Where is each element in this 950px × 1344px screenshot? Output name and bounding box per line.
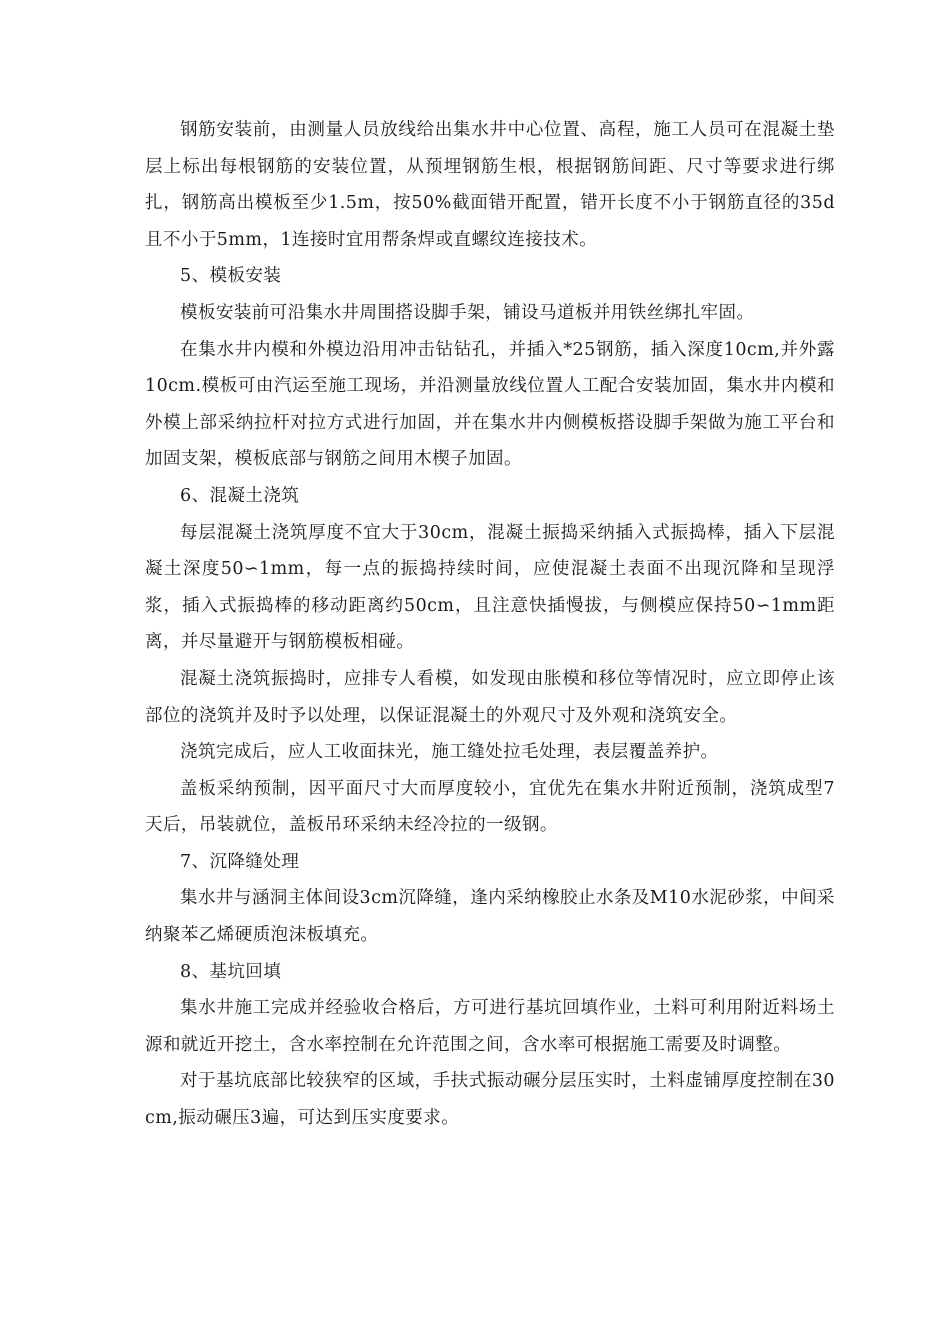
paragraph-rebar-installation: 钢筋安装前，由测量人员放线给出集水井中心位置、高程，施工人员可在混凝土垫层上标出每根钢筋的安装位置，从预埋钢筋生根，根据钢筋间距、尺寸等要求进行绑扎，钢筋高出模板至少1.5m，按50%截面错开配置，错开长度不小于钢筋直径的35d且不小于5mm，1连接时宜用帮条焊或直螺纹连接技术。 [145, 120, 835, 250]
paragraph-formwork-scaffold: 模板安装前可沿集水井周围搭设脚手架，铺设马道板并用铁丝绑扎牢固。 [180, 302, 755, 323]
document-body [145, 112, 835, 1137]
paragraph-concrete-finishing: 浇筑完成后，应人工收面抹光，施工缝处拉毛处理，表层覆盖养护。 [180, 742, 719, 763]
section-heading-formwork: 5、模板安装 [180, 266, 282, 287]
paragraph-cover-plate: 盖板采纳预制，因平面尺寸大而厚度较小，宜优先在集水井附近预制，浇筑成型7天后，吊装就位，盖板吊环采纳未经冷拉的一级钢。 [145, 778, 835, 836]
section-heading-concrete-pouring: 6、混凝土浇筑 [180, 485, 300, 506]
paragraph-concrete-layers: 每层混凝土浇筑厚度不宜大于30cm，混凝土振捣采纳插入式振捣棒，插入下层混凝土深度50∽1mm，每一点的振捣持续时间，应使混凝土表面不出现沉降和呈现浮浆，插入式振捣棒的移动距离约50cm，且注意快插慢拔，与侧模应保持50∽1mm距离，并尽量避开与钢筋模板相碰。 [145, 522, 835, 653]
section-heading-backfill: 8、基坑回填 [180, 961, 282, 982]
section-heading-settlement-joint: 7、沉降缝处理 [180, 851, 300, 872]
paragraph-backfill-compaction: 对于基坑底部比较狭窄的区域，手扶式振动碾分层压实时，土料虚铺厚度控制在30cm,振动碾压3遍，可达到压实度要求。 [145, 1071, 835, 1129]
paragraph-settlement-joint: 集水井与涵洞主体间设3cm沉降缝，逢内采纳橡胶止水条及M10水泥砂浆，中间采纳聚苯乙烯硬质泡沫板填充。 [145, 888, 835, 946]
paragraph-concrete-monitoring: 混凝土浇筑振捣时，应排专人看模，如发现由胀模和移位等情况时，应立即停止该部位的浇筑并及时予以处理，以保证混凝土的外观尺寸及外观和浇筑安全。 [145, 668, 835, 726]
paragraph-formwork-drilling: 在集水井内模和外模边沿用冲击钻钻孔，并插入*25钢筋，插入深度10cm,并外露10cm.模板可由汽运至施工现场，并沿测量放线位置人工配合安装加固，集水井内模和外模上部采纳拉杆对拉方式进行加固，并在集水井内侧模板搭设脚手架做为施工平台和加固支架，模板底部与钢筋之间用木楔子加固。 [145, 339, 835, 470]
paragraph-backfill-conditions: 集水井施工完成并经验收合格后，方可进行基坑回填作业，土料可利用附近料场土源和就近开挖土，含水率控制在允许范围之间，含水率可根据施工需要及时调整。 [145, 998, 835, 1055]
